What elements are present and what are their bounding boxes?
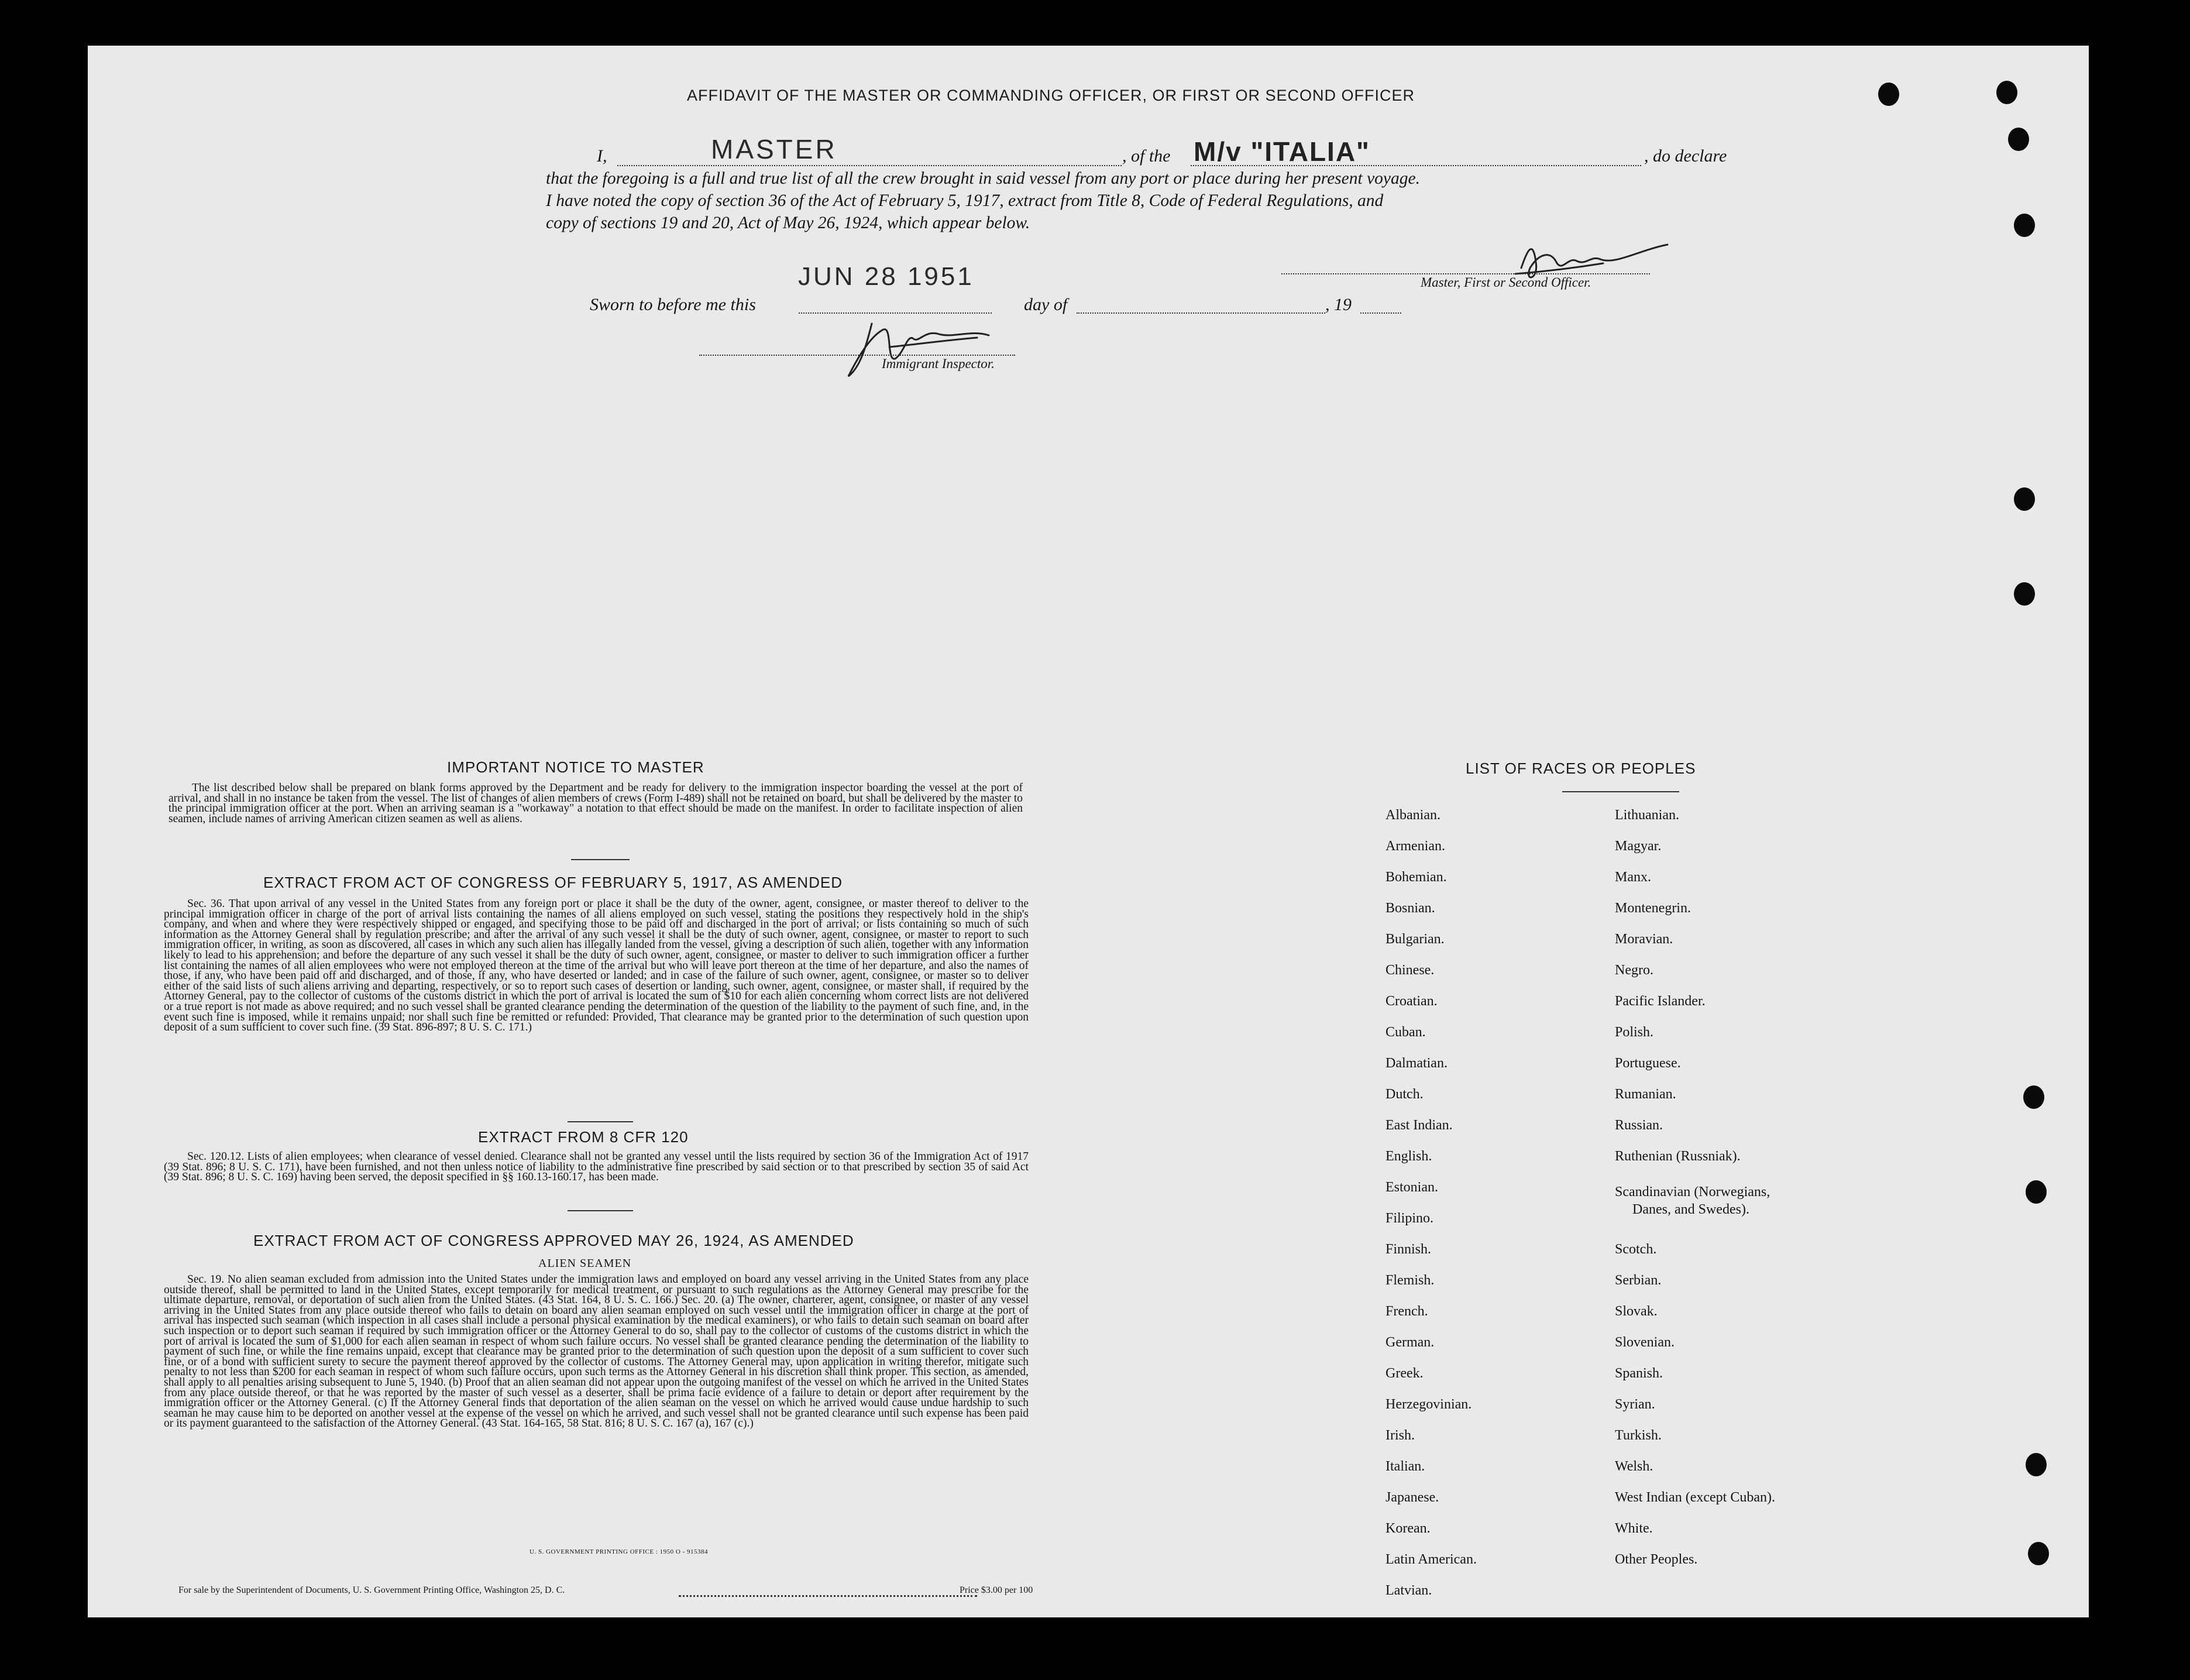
race-left-item: Japanese.: [1385, 1490, 1439, 1505]
race-right-item: Russian.: [1615, 1118, 1663, 1133]
race-left-item: Bulgarian.: [1385, 932, 1445, 947]
race-left-item: German.: [1385, 1335, 1435, 1350]
extract-1917-title: EXTRACT FROM ACT OF CONGRESS OF FEBRUARY 5, 1917, AS AMENDED: [263, 874, 843, 891]
race-right-item: Pacific Islander.: [1615, 994, 1706, 1009]
race-right-item: Negro.: [1615, 963, 1653, 978]
race-left-item: Latvian.: [1385, 1583, 1432, 1598]
punch-hole: [2014, 214, 2035, 237]
punch-hole: [2014, 582, 2035, 606]
race-right-item: Scotch.: [1615, 1242, 1657, 1257]
race-left-item: Chinese.: [1385, 963, 1435, 978]
race-left-item: Dutch.: [1385, 1087, 1424, 1102]
race-left-item: Armenian.: [1385, 839, 1445, 854]
race-left-item: Finnish.: [1385, 1242, 1432, 1257]
race-right-item: Spanish.: [1615, 1366, 1663, 1381]
race-left-item: Flemish.: [1385, 1273, 1435, 1288]
inspector-caption: Immigrant Inspector.: [882, 356, 995, 371]
punch-hole: [1996, 81, 2017, 104]
race-left-item: Dalmatian.: [1385, 1056, 1448, 1071]
declarant-prefix: I,: [597, 146, 607, 166]
punch-hole: [2008, 128, 2029, 151]
race-left-item: Cuban.: [1385, 1025, 1426, 1040]
race-right-item: Ruthenian (Russniak).: [1615, 1149, 1741, 1164]
divider: [1562, 791, 1679, 792]
officer-caption: Master, First or Second Officer.: [1421, 275, 1591, 290]
year-prefix: , 19: [1325, 295, 1352, 314]
race-right-item: White.: [1615, 1521, 1653, 1536]
race-left-item: French.: [1385, 1304, 1428, 1319]
race-right-item: Manx.: [1615, 870, 1651, 885]
divider: [571, 859, 630, 860]
footer-leader: [679, 1595, 977, 1597]
punch-hole: [1878, 83, 1899, 106]
extract-1924-text: Sec. 19. No alien seaman excluded from admission into the United States under the immigration laws and employed on board any vessel arriving in the United States from any place outside thereof, shall be permitted to land in the United States, except temporarily for medical treatment, or pursuant to such regulations as the Attorney General may prescribe for the ultimate departure, removal, or deportation of such alien from the United States. (43 Stat. 164, 8 U. S. C. 166.) Sec. 20. (a) The owner, charterer, agent, consignee, or master of any vessel arriving in the United States from any place outside thereof who fails to detain on board any alien seaman employed on such vessel until the immigration officer in charge at the port of arrival has inspected such seaman (which inspection in all cases shall include a personal physical examination by the medical examiners), or who fails to detain such seaman on board after such inspection or to deport such seaman if required by such immigration officer or the Attorney General to do so, shall pay to the collector of customs of the customs district in which the port of arrival is located the sum of $1,000 for each alien seaman in respect of whom such failure occurs. No vessel shall be granted clearance pending the determination of the liability to payment of such fine, or while the fine remains unpaid, except that clearance may be granted prior to the determination of such question upon the deposit of a sum sufficient to cover such fine, or of a bond with sufficient surety to secure the payment thereof approved by the collector of customs. The Attorney General may, upon application in writing therefor, mitigate such penalty to not less than $200 for each seaman in respect of whom such failure occurs, upon such terms as the Attorney General in his discretion shall think proper. This section, as amended, shall apply to all penalties arising subsequent to June 5, 1940. (b) Proof that an alien seaman did not appear upon the outgoing manifest of the vessel on which he arrived in the United States from any place outside thereof, or that he was reported by the master of such vessel as a deserter, shall be prima facie evidence of a failure to detain or deport after requirement by the immigration officer or the Attorney General. (c) If the Attorney General finds that deportation of the alien seaman on the vessel on which he arrived would cause undue hardship to such seaman he may cause him to be deported on another vessel at the expense of the vessel on which he arrived, and such vessel shall not be granted clearance until such expense has been paid or its payment guaranteed to the satisfaction of the Attorney General. (43 Stat. 164-165, 58 Stat. 816; 8 U. S. C. 167 (a), 167 (c).): [164, 1273, 1029, 1430]
race-right-item: Portuguese.: [1615, 1056, 1681, 1071]
race-left-item: Irish.: [1385, 1428, 1415, 1443]
do-declare-label: , do declare: [1644, 146, 1727, 166]
divider: [568, 1210, 633, 1211]
race-right-item: Rumanian.: [1615, 1087, 1676, 1102]
punch-hole: [2023, 1085, 2044, 1109]
printing-office-line: U. S. GOVERNMENT PRINTING OFFICE : 1950 O - 915384: [530, 1548, 709, 1555]
of-the-label: , of the: [1122, 146, 1171, 166]
race-left-item: English.: [1385, 1149, 1432, 1164]
race-right-item: Magyar.: [1615, 839, 1662, 854]
sworn-label: Sworn to before me this: [590, 295, 756, 314]
extract-1924-subtitle: ALIEN SEAMEN: [538, 1257, 632, 1270]
punch-hole: [2014, 487, 2035, 511]
race-left-item: Korean.: [1385, 1521, 1431, 1536]
race-right-item: Serbian.: [1615, 1273, 1662, 1288]
race-left-item: Estonian.: [1385, 1180, 1438, 1195]
race-right-item: Welsh.: [1615, 1459, 1653, 1474]
officer-signature-line: [1281, 273, 1650, 274]
day-of-label: day of: [1024, 295, 1068, 314]
sworn-month-line: [1077, 312, 1325, 314]
affidavit-body-line-1: that the foregoing is a full and true list of all the crew brought in said vessel from any port or place during her present voyage.: [546, 169, 1420, 188]
affidavit-body-line-3: copy of sections 19 and 20, Act of May 26, 1924, which appear below.: [546, 214, 1030, 232]
race-left-item: Herzegovinian.: [1385, 1397, 1472, 1412]
race-right-item: Slovak.: [1615, 1304, 1658, 1319]
footer-sale-text: For sale by the Superintendent of Documents, U. S. Government Printing Office, Washington 25, D. C.: [178, 1585, 565, 1595]
punch-hole: [2026, 1453, 2047, 1476]
affidavit-title: AFFIDAVIT OF THE MASTER OR COMMANDING OFFICER, OR FIRST OR SECOND OFFICER: [687, 87, 1415, 104]
extract-1924-title: EXTRACT FROM ACT OF CONGRESS APPROVED MAY 26, 1924, AS AMENDED: [253, 1232, 854, 1249]
race-right-item: Slovenian.: [1615, 1335, 1675, 1350]
race-right-item: Montenegrin.: [1615, 901, 1691, 916]
race-left-item: Latin American.: [1385, 1552, 1477, 1567]
race-left-item: East Indian.: [1385, 1118, 1453, 1133]
race-left-item: Bosnian.: [1385, 901, 1435, 916]
race-right-item: Turkish.: [1615, 1428, 1662, 1443]
inspector-signature: [837, 312, 1024, 388]
race-right-item: Syrian.: [1615, 1397, 1655, 1412]
inspector-signature-line: [699, 355, 1015, 356]
race-left-item: Bohemian.: [1385, 870, 1447, 885]
footer-price: Price $3.00 per 100: [960, 1585, 1033, 1595]
race-right-item: West Indian (except Cuban).: [1615, 1490, 1775, 1505]
race-right-item: Lithuanian.: [1615, 808, 1679, 823]
race-left-item: Croatian.: [1385, 994, 1438, 1009]
race-left-item: Greek.: [1385, 1366, 1424, 1381]
divider: [568, 1121, 633, 1122]
race-right-item: Danes, and Swedes).: [1632, 1202, 1749, 1217]
race-right-item: Polish.: [1615, 1025, 1654, 1040]
punch-hole: [2026, 1180, 2047, 1204]
vessel-name: M/v "ITALIA": [1194, 136, 1370, 167]
affidavit-body-line-2: I have noted the copy of section 36 of the Act of February 5, 1917, extract from Title 8, Code of Federal Regulations, and: [546, 191, 1384, 210]
race-left-item: Italian.: [1385, 1459, 1425, 1474]
race-right-item: Other Peoples.: [1615, 1552, 1698, 1567]
race-right-item: Scandinavian (Norwegians,: [1615, 1184, 1770, 1200]
race-left-item: Filipino.: [1385, 1211, 1434, 1226]
extract-cfr-title: EXTRACT FROM 8 CFR 120: [478, 1128, 689, 1146]
punch-hole: [2028, 1542, 2049, 1565]
declarant-line: [617, 165, 1122, 166]
sworn-date-stamp: JUN 28 1951: [798, 262, 974, 291]
manifest-page: [88, 46, 2089, 1617]
sworn-year-line: [1360, 312, 1401, 314]
races-title: LIST OF RACES OR PEOPLES: [1466, 760, 1696, 777]
notice-title: IMPORTANT NOTICE TO MASTER: [447, 758, 704, 776]
notice-text: The list described below shall be prepared on blank forms approved by the Department and be ready for delivery to the immigration inspector boarding the vessel at the port of arrival, and shall in no instance be taken from the vessel. The list of changes of alien members of crews (Form I-489) shall not be retained on board, but shall be delivered by the master to the principal immigration officer at the port. When an arriving seaman is a "workaway" a notation to that effect should be made on the manifest. In order to facilitate inspection of alien seamen, include names of arriving American citizen seamen as well as aliens.: [169, 782, 1023, 825]
race-right-item: Moravian.: [1615, 932, 1673, 947]
extract-1917-text: Sec. 36. That upon arrival of any vessel in the United States from any foreign port or place it shall be the duty of the owner, agent, consignee, or master thereof to deliver to the principal immigration officer in charge of the port of arrival lists containing the names of all aliens employed on such vessel, stating the positions they respectively hold in the ship's company, and when and where they were respectively shipped or engaged, and specifying those to be paid off and discharged in the port of arrival; or lists containing so much of such information as the Attorney General shall by regulation prescribe; and after the arrival of any such vessel it shall be the duty of such owner, agent, consignee, or master to report to such immigration officer, in writing, as soon as discovered, all cases in which any such alien has illegally landed from the vessel, giving a description of such alien, together with any information likely to lead to his apprehension; and before the departure of any such vessel it shall be the duty of such owner, agent, consignee, or master to deliver to such immigration officer a further list containing the names of all alien employees who were not employed thereon at the time of the arrival but who will leave port thereon at the time of her departure, and also the names of those, if any, who have been paid off and discharged, and of those, if any, who have deserted or landed; and in case of the failure of such owner, agent, consignee, or master so to deliver either of the said lists of such aliens arriving and departing, respectively, or so to report such cases of desertion or landing, such owner, agent, consignee, or master shall, if required by the Attorney General, pay to the collector of customs of the customs district in which the port of arrival is located the sum of $10 for each alien concerning whom correct lists are not delivered or a true report is not made as above required; and no such vessel shall be granted clearance pending the determination of the question of the liability to the payment of such fine, and, in the event such fine is imposed, while it remains unpaid; nor shall such fine be remitted or refunded: Provided, That clearance may be granted prior to the determination of such question upon deposit of a sum sufficient to cover such fine. (39 Stat. 896-897; 8 U. S. C. 171.): [164, 898, 1029, 1034]
extract-cfr-text: Sec. 120.12. Lists of alien employees; when clearance of vessel denied. Clearance shall not be granted any vessel until the lists required by section 36 of the Immigration Act of 1917 (39 Stat. 896; 8 U. S. C. 171), have been furnished, and not then unless notice of liability to the administrative fine prescribed by said section or to that prescribed by section 35 of said Act (39 Stat. 896; 8 U. S. C. 169) having been served, the deposit specified in §§ 160.13-160.17, has been made.: [164, 1150, 1029, 1184]
race-left-item: Albanian.: [1385, 808, 1440, 823]
declarant-name: MASTER: [711, 134, 837, 164]
